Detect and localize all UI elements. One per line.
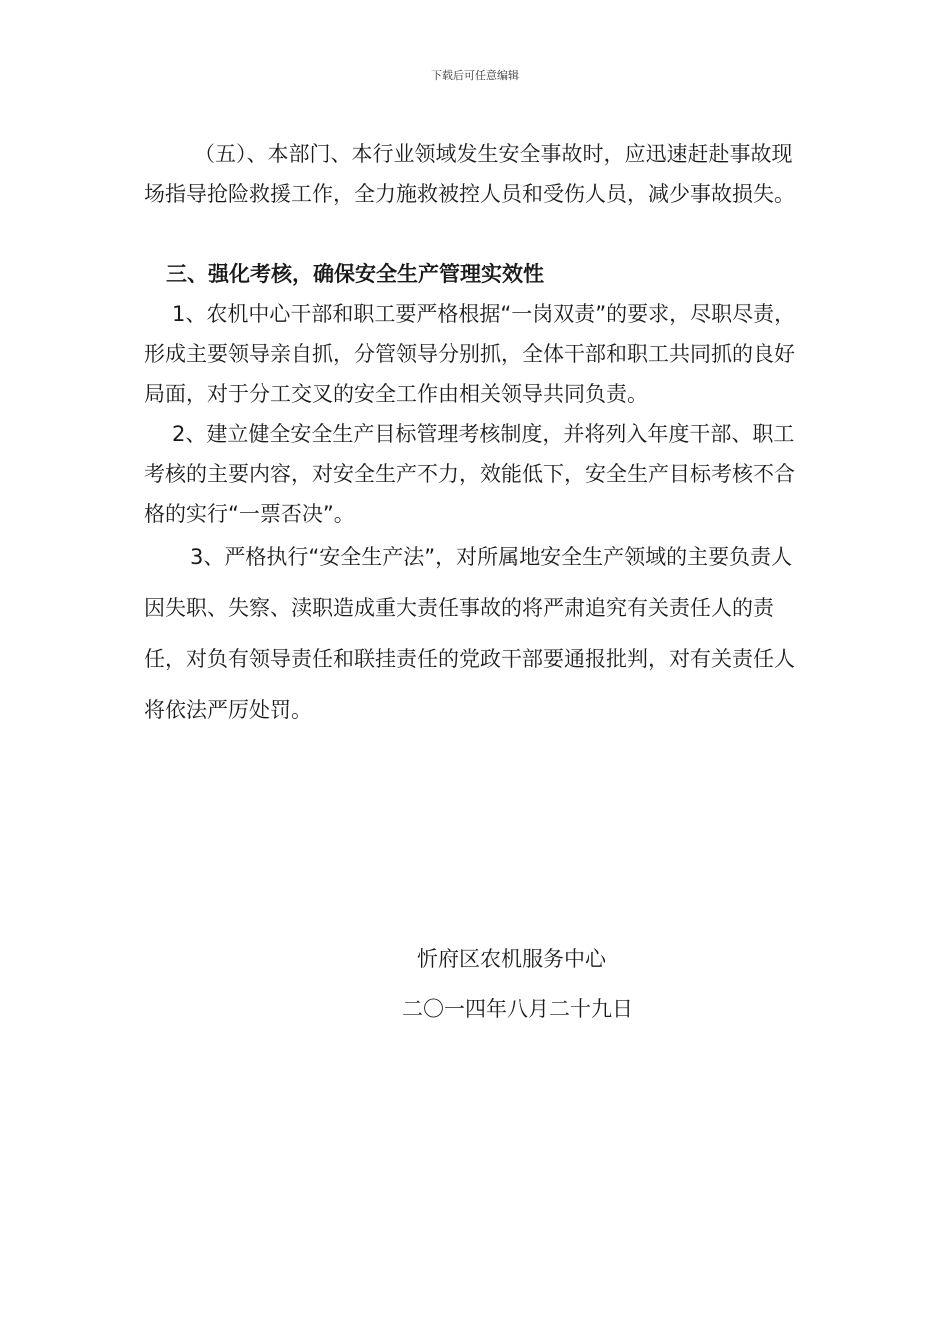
signature-organization: 忻府区农机服务中心	[417, 947, 606, 971]
list-item-1: 1、农机中心干部和职工要严格根据“一岗双责”的要求，尽职尽责，形成主要领导亲自抓，分管领导分别抓，全体干部和职工共同抓的良好局面，对于分工交叉的安全工作由相关领导共同负责。	[144, 302, 796, 406]
paragraph-five: （五）、本部门、本行业领域发生安全事故时，应迅速赶赴事故现场指导抢险救援工作，全力施救被控人员和受伤人员，减少事故损失。	[144, 142, 795, 206]
section-heading: 三、强化考核，确保安全生产管理实效性	[166, 262, 544, 286]
list-item-3: 3、严格执行“安全生产法”，对所属地安全生产领域的主要负责人因失职、失察、渎职造成重大责任事故的将严肃追究有关责任人的责任，对负有领导责任和联挂责任的党政干部要通报批判，对有关责任人将依法严厉处罚。	[144, 545, 795, 722]
list-item-2: 2、建立健全安全生产目标管理考核制度，并将列入年度干部、职工考核的主要内容，对安全生产不力，效能低下，安全生产目标考核不合格的实行“一票否决”。	[144, 422, 795, 526]
page-header-note: 下载后可任意编辑	[431, 69, 519, 82]
signature-date: 二〇一四年八月二十九日	[402, 997, 633, 1021]
